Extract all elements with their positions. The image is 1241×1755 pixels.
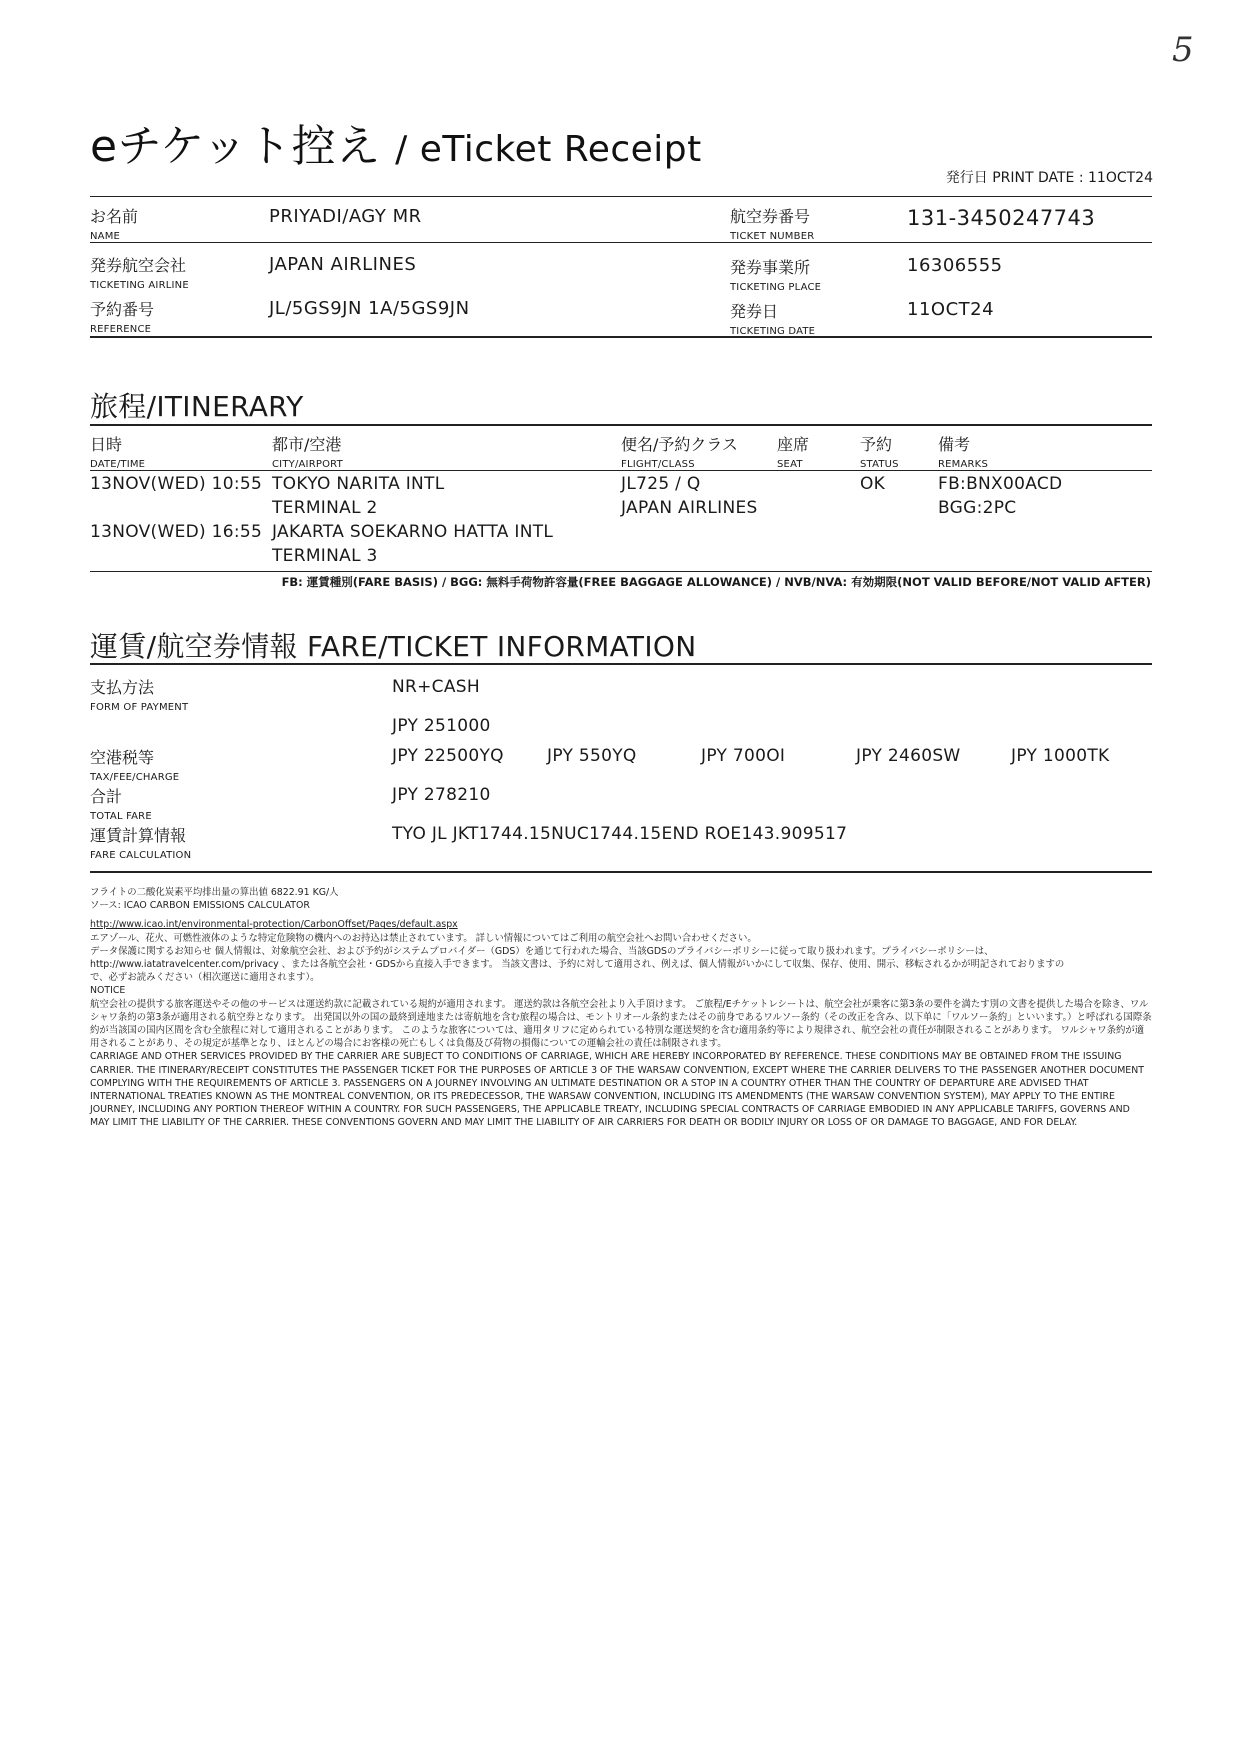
fare-calc-label	[90, 823, 191, 861]
privacy-note-2: http://www.iatatravelcenter.com/privacy 、または各航空会社・GDSから直接入手できます。 当該文書は、予約に対して適用され、例えば、個人情報がいかにして収集、保存、使用、開示、移転されるかが明記されておりますの	[90, 959, 1065, 971]
total-fare: JPY 278210	[392, 785, 491, 805]
booking-status: OK	[860, 474, 886, 494]
title-jp: eチケット控え	[90, 121, 381, 172]
col-remarks	[938, 432, 988, 470]
departure-terminal: TERMINAL 2	[272, 498, 378, 518]
ticketing-place-label-jp: 発券事業所	[730, 258, 811, 277]
itinerary-title: 旅程/ITINERARY	[90, 390, 304, 423]
ticketing-place-label	[730, 255, 821, 293]
col-remarks-en: REMARKS	[938, 459, 988, 470]
itinerary-top-rule	[90, 424, 1152, 426]
ticket-number-label-en: TICKET NUMBER	[730, 231, 815, 242]
fine-print	[90, 886, 1152, 1130]
payment-label-en: FORM OF PAYMENT	[90, 702, 189, 713]
arrival-city: JAKARTA SOEKARNO HATTA INTL	[272, 522, 554, 542]
col-status	[860, 432, 899, 470]
itinerary-bottom-rule	[90, 571, 1152, 572]
fare-top-rule	[90, 663, 1152, 665]
departure-city: TOKYO NARITA INTL	[272, 474, 445, 494]
total-fare-label-jp: 合計	[90, 787, 123, 806]
col-city-en: CITY/AIRPORT	[272, 459, 343, 470]
payment-method: NR+CASH	[392, 677, 480, 697]
ticketing-airline-label	[90, 253, 189, 291]
fare-calc-label-jp: 運賃計算情報	[90, 826, 187, 845]
arrival-terminal: TERMINAL 3	[272, 546, 378, 566]
ticketing-date-label	[730, 299, 815, 337]
col-datetime	[90, 432, 145, 470]
fare-calc-label-en: FARE CALCULATION	[90, 850, 192, 861]
reference-label-jp: 予約番号	[90, 300, 155, 319]
total-fare-label	[90, 784, 152, 822]
flight-number: JL725 / Q	[621, 474, 701, 494]
col-seat-en: SEAT	[777, 459, 803, 470]
col-datetime-en: DATE/TIME	[90, 459, 146, 470]
notice-jp: 航空会社の提供する旅客運送やその他のサービスは運送約款に記載されている規約が適用されます。 運送約款は各航空会社より入手頂けます。 ご旅程/Eチケットレシートは、航空会社が乗客に第3条の要件を満たす別の文書を提供した場合を除き、ワルシャワ条約の第3条が適用される航空券となります。 出発国以外の国の最終到達地または寄航地を含む旅程の場合は、モントリオール条約またはその前身であるワルソー条約（その改正を含み、以下单に「ワルソー条約」といいます。）と呼ばれる国際条約が当該国の国内区間を含む全旅程に対して適用されることがあります。 このような旅客については、適用タリフに定められている特別な運送契約を含む適用条約等により規律され、航空会社の責任が制限されることがあります。 ワルシャワ条約が適用されることがあり、その規定が基準となり、ほとんどの場合にお客様の死亡もしくは負傷及び荷物の損傷についての運輸会社の責任は制限されます。	[90, 998, 1152, 1050]
print-date: 発行日 PRINT DATE : 11OCT24	[945, 170, 1153, 186]
total-fare-label-en: TOTAL FARE	[90, 811, 152, 822]
ticketing-date-label-en: TICKETING DATE	[730, 326, 816, 337]
tax-value: JPY 2460SW	[856, 746, 961, 766]
departure-datetime: 13NOV(WED) 10:55	[90, 474, 263, 494]
tax-label-en: TAX/FEE/CHARGE	[90, 772, 180, 783]
aerosol-note: エアゾール、花火、可燃性液体のような特定危険物の機内へのお持込は禁止されています。 詳しい情報についてはご利用の航空会社へお問い合わせください。	[90, 932, 757, 944]
col-seat-jp: 座席	[777, 435, 810, 454]
arrival-datetime: 13NOV(WED) 16:55	[90, 522, 263, 542]
itinerary-legend: FB: 運賃種別(FARE BASIS) / BGG: 無料手荷物許容量(FREE BAGGAGE ALLOWANCE) / NVB/NVA: 有効期限(NOT VALID BEFORE/NOT VALID AFTER)	[281, 575, 1151, 589]
col-remarks-jp: 備考	[938, 435, 971, 454]
handwritten-page-number: 5	[1172, 30, 1194, 70]
col-status-en: STATUS	[860, 459, 899, 470]
col-city-jp: 都市/空港	[272, 435, 342, 454]
payment-label	[90, 675, 188, 713]
title-en: / eTicket Receipt	[395, 129, 702, 170]
itinerary-header-rule	[90, 470, 1152, 471]
col-flight-jp: 便名/予約クラス	[621, 435, 738, 454]
operating-airline: JAPAN AIRLINES	[621, 498, 758, 518]
notice-title: NOTICE	[90, 985, 126, 997]
ticketing-airline-label-jp: 発券航空会社	[90, 256, 187, 275]
col-flight	[621, 432, 738, 470]
ticketing-place-label-en: TICKETING PLACE	[730, 282, 822, 293]
name-label-en: NAME	[90, 231, 121, 242]
passenger-name: PRIYADI/AGY MR	[269, 206, 422, 227]
co2-note: フライトの二酸化炭素平均排出量の算出値 6822.91 KG/人	[90, 887, 339, 898]
fare-bottom-rule	[90, 871, 1152, 873]
header-top-rule	[90, 196, 1152, 197]
name-label-jp: お名前	[90, 207, 139, 226]
tax-value: JPY 1000TK	[1011, 746, 1110, 766]
ticketing-airline: JAPAN AIRLINES	[269, 254, 417, 275]
ticketing-place: 16306555	[907, 255, 1003, 276]
header-mid-rule	[90, 242, 1152, 243]
base-fare: JPY 251000	[392, 716, 491, 736]
fare-basis: FB:BNX00ACD	[938, 474, 1063, 494]
baggage-allowance: BGG:2PC	[938, 498, 1017, 518]
co2-source: ソース: ICAO CARBON EMISSIONS CALCULATOR	[90, 900, 310, 912]
tax-value: JPY 550YQ	[547, 746, 637, 766]
col-flight-en: FLIGHT/CLASS	[621, 459, 695, 470]
header-bottom-rule	[90, 336, 1152, 338]
page-title	[90, 110, 702, 174]
tax-value: JPY 22500YQ	[392, 746, 504, 766]
ticket-number-label-jp: 航空券番号	[730, 207, 811, 226]
reference-label	[90, 297, 154, 335]
col-datetime-jp: 日時	[90, 435, 123, 454]
icao-link[interactable]: http://www.icao.int/environmental-protection/CarbonOffset/Pages/default.aspx	[90, 919, 458, 931]
fare-calculation: TYO JL JKT1744.15NUC1744.15END ROE143.909517	[392, 824, 848, 844]
ticket-number-label	[730, 204, 814, 242]
notice-en: CARRIAGE AND OTHER SERVICES PROVIDED BY THE CARRIER ARE SUBJECT TO CONDITIONS OF CARRIAGE, WHICH ARE HEREBY INCORPORATED BY REFERENCE. THESE CONDITIONS MAY BE OBTAINED FROM THE ISSUING CARRIER. THE ITINERARY/RECEIPT CONSTITUTES THE PASSENGER TICKET FOR THE PURPOSES OF ARTICLE 3 OF THE WARSAW CONVENTION, EXCEPT WHERE THE CARRIER DELIVERS TO THE PASSENGER ANOTHER DOCUMENT COMPLYING WITH THE REQUIREMENTS OF ARTICLE 3. PASSENGERS ON A JOURNEY INVOLVING AN ULTIMATE DESTINATION OR A STOP IN A COUNTRY OTHER THAN THE COUNTRY OF DEPARTURE ARE ADVISED THAT INTERNATIONAL TREATIES KNOWN AS THE MONTREAL CONVENTION, OR ITS PREDECESSOR, THE WARSAW CONVENTION, INCLUDING ITS AMENDMENTS (THE WARSAW CONVENTION SYSTEM), MAY APPLY TO THE ENTIRE JOURNEY, INCLUDING ANY PORTION THEREOF WITHIN A COUNTRY. FOR SUCH PASSENGERS, THE APPLICABLE TREATY, INCLUDING SPECIAL CONTRACTS OF CARRIAGE EMBODIED IN ANY APPLICABLE TARIFFS, GOVERNS AND MAY LIMIT THE LIABILITY OF THE CARRIER. THESE CONVENTIONS GOVERN AND MAY LIMIT THE LIABILITY OF AIR CARRIERS FOR DEATH OR BODILY INJURY OR LOSS OF OR DAMAGE TO BAGGAGE, AND FOR DELAY.	[90, 1051, 1144, 1129]
reference: JL/5GS9JN 1A/5GS9JN	[269, 298, 470, 319]
col-city	[272, 432, 343, 470]
payment-label-jp: 支払方法	[90, 678, 155, 697]
privacy-note-1: データ保護に関するお知らせ 個人情報は、対象航空会社、および予約がシステムプロバイダー（GDS）を通じて行われた場合、当該GDSのプライバシーポリシーに従って取り扱われます。プライバシーポリシーは、	[90, 945, 994, 957]
ticketing-date: 11OCT24	[907, 299, 995, 320]
tax-label	[90, 745, 179, 783]
ticket-number: 131-3450247743	[907, 206, 1096, 230]
fare-title: 運賃/航空券情報 FARE/TICKET INFORMATION	[90, 630, 697, 663]
reference-label-en: REFERENCE	[90, 324, 152, 335]
ticketing-airline-label-en: TICKETING AIRLINE	[90, 280, 189, 291]
col-status-jp: 予約	[860, 435, 893, 454]
tax-value: JPY 700OI	[701, 746, 786, 766]
privacy-note-3: で、必ずお読みください（相次運送に適用されます）。	[90, 972, 320, 984]
col-seat	[777, 432, 809, 470]
ticketing-date-label-jp: 発券日	[730, 302, 779, 321]
name-label	[90, 204, 138, 242]
tax-label-jp: 空港税等	[90, 748, 155, 767]
